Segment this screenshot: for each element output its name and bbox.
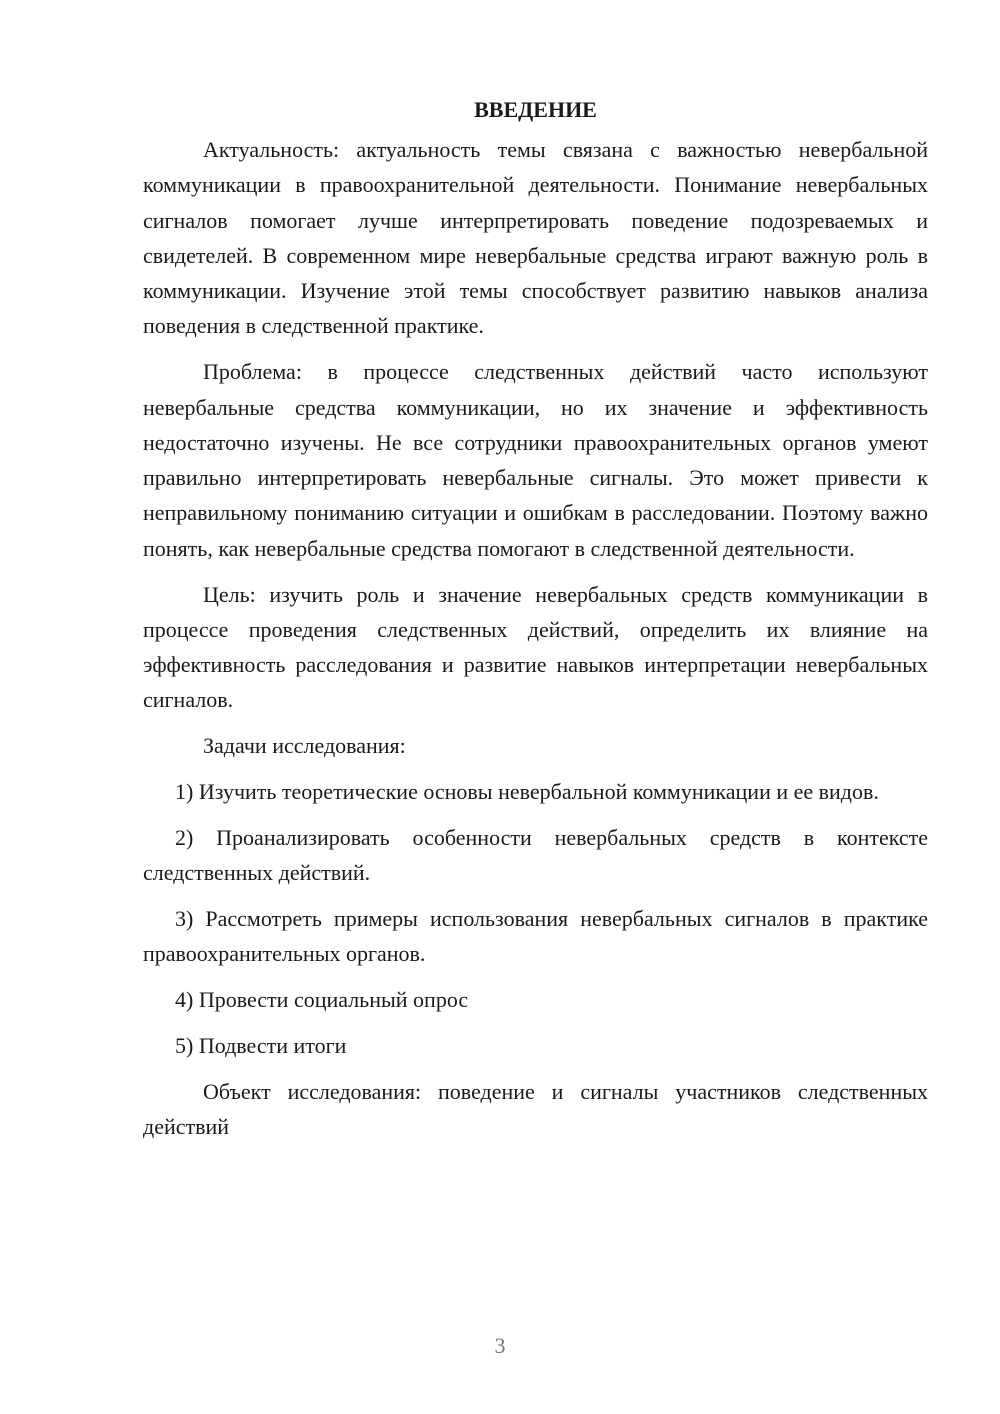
document-page	[143, 92, 928, 1155]
relevance-paragraph: Актуальность: актуальность темы связана с важностью невербальной коммуникации в правоохранительной деятельности. Понимание невербальных сигналов помогает лучше интерпретировать поведение подозреваемых и свидетелей. В современном мире невербальные средства играют важную роль в коммуникации. Изучение этой темы способствует развитию навыков анализа поведения в следственной практике.	[143, 137, 928, 339]
task-item-3: 3) Рассмотреть примеры использования невербальных сигналов в практике правоохранительных органов.	[143, 905, 928, 967]
tasks-title: Задачи исследования:	[203, 733, 406, 759]
object-paragraph: Объект исследования: поведение и сигналы участников следственных действий	[143, 1078, 928, 1139]
task-item-5: 5) Подвести итоги	[175, 1032, 347, 1058]
section-heading: ВВЕДЕНИЕ	[474, 97, 597, 122]
task-item-2: 2) Проанализировать особенности невербальных средств в контексте следственных действий.	[143, 824, 928, 886]
page-number: 3	[494, 1333, 506, 1358]
problem-paragraph: Проблема: в процессе следственных действий часто используют невербальные средства коммуникации, но их значение и эффективность недостаточно изучены. Не все сотрудники правоохранительных органов умеют правильно интерпретировать невербальные сигналы. Это может привести к неправильному пониманию ситуации и ошибкам в расследовании. Поэтому важно понять, как невербальные средства помогают в следственной деятельности.	[143, 359, 928, 561]
goal-paragraph: Цель: изучить роль и значение невербальных средств коммуникации в процессе проведения следственных действий, определить их влияние на эффективность расследования и развитие навыков интерпретации невербальных сигналов.	[143, 581, 928, 713]
task-item-1: 1) Изучить теоретические основы невербальной коммуникации и ее видов.	[175, 779, 879, 805]
task-item-4: 4) Провести социальный опрос	[175, 987, 469, 1013]
